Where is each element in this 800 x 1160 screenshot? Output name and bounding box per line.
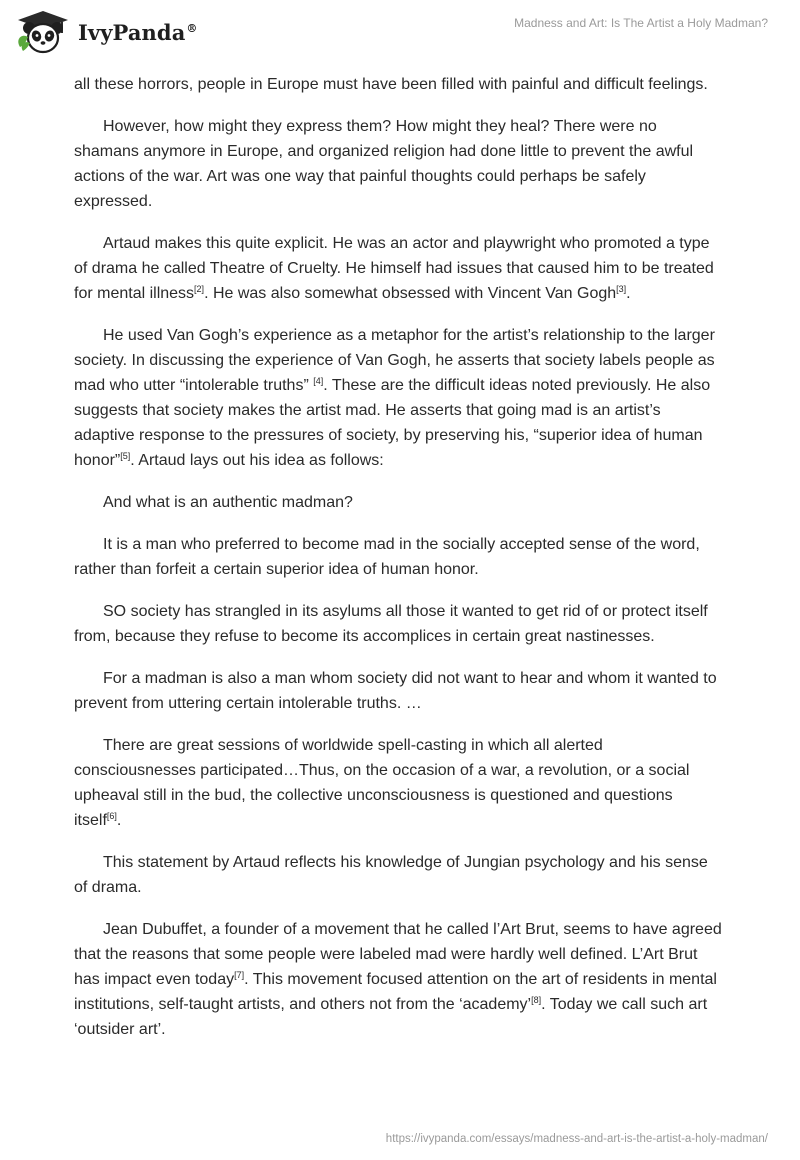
paragraph-text: For a madman is also a man whom society did not want to hear and whom it wanted to prevent from uttering certain intolerable truths. … xyxy=(74,670,717,712)
paragraph-text: He used Van Gogh’s experience as a metaphor for the artist’s relationship to the larger society. In discussing the experience of Van Gogh, he asserts that society labels people as mad who utter “intolerable truths” xyxy=(74,327,715,394)
body-paragraph xyxy=(74,114,724,214)
body-paragraph xyxy=(74,850,724,900)
body-paragraph xyxy=(74,917,724,1042)
body-paragraph xyxy=(74,72,724,97)
paragraph-text: . xyxy=(116,812,122,829)
body-paragraph xyxy=(74,231,724,306)
footnote-reference[interactable]: [6] xyxy=(106,811,117,821)
paragraph-text: SO society has strangled in its asylums all those it wanted to get rid of or protect itself from, because they refuse to become its accomplices in certain great nastinesses. xyxy=(74,603,708,645)
paragraph-text: It is a man who preferred to become mad in the socially accepted sense of the word, rather than forfeit a certain superior idea of human honor. xyxy=(74,536,700,578)
source-url[interactable]: https://ivypanda.com/essays/madness-and-art-is-the-artist-a-holy-madman/ xyxy=(385,1133,768,1145)
footnote-reference[interactable]: [8] xyxy=(531,995,542,1005)
paragraph-text: . This movement focused attention on the art of residents in mental institutions, self-taught artists, and others not from the ‘academy’ xyxy=(74,971,717,1013)
essay-body xyxy=(74,72,724,1059)
body-paragraph xyxy=(74,323,724,473)
paragraph-text: all these horrors, people in Europe must have been filled with painful and difficult feelings. xyxy=(74,76,708,93)
body-paragraph xyxy=(74,733,724,833)
page-header xyxy=(0,0,800,64)
body-paragraph xyxy=(74,599,724,649)
document-title: Madness and Art: Is The Artist a Holy Madman? xyxy=(514,16,768,30)
paragraph-text: And what is an authentic madman? xyxy=(103,494,353,511)
paragraph-text: . He was also somewhat obsessed with Vincent Van Gogh xyxy=(204,285,617,302)
footnote-reference[interactable]: [7] xyxy=(234,970,245,980)
paragraph-text: . Artaud lays out his idea as follows: xyxy=(130,452,384,469)
footnote-reference[interactable]: [3] xyxy=(616,284,627,294)
body-paragraph xyxy=(74,532,724,582)
paragraph-text: . Today we call such art ‘outsider art’. xyxy=(74,996,708,1038)
paragraph-text: . xyxy=(626,285,631,302)
footnote-reference[interactable]: [2] xyxy=(194,284,205,294)
paragraph-text: Artaud makes this quite explicit. He was an actor and playwright who promoted a type of drama he called Theatre of Cruelty. He himself had issues that caused him to be treated for mental illness xyxy=(74,235,714,302)
paragraph-text: However, how might they express them? How might they heal? There were no shamans anymore in Europe, and organized religion had done little to prevent the awful actions of the war. Art was one way that painful thoughts could perhaps be safely expressed. xyxy=(74,118,694,210)
body-paragraph xyxy=(74,666,724,716)
registered-mark: ® xyxy=(186,21,198,35)
brand-logo[interactable] xyxy=(14,8,198,56)
footnote-reference[interactable]: [5] xyxy=(120,451,131,461)
brand-name: IvyPanda® xyxy=(78,19,198,45)
paragraph-text: There are great sessions of worldwide spell-casting in which all alerted consciousnesses participated…Thus, on the occasion of a war, a revolution, or a social upheaval still in the bud, the collective unconsciousness is questioned and questions itself xyxy=(74,737,690,829)
body-paragraph xyxy=(74,490,724,515)
paragraph-text: . These are the difficult ideas noted previously. He also suggests that society makes the artist mad. He asserts that going mad is an artist’s adaptive response to the pressures of society, by preserving his, “superior idea of human honor” xyxy=(74,377,711,469)
paragraph-text: Jean Dubuffet, a founder of a movement that he called l’Art Brut, seems to have agreed that the reasons that some people were labeled mad were hardly well defined. L’Art Brut has impact even today xyxy=(74,921,722,988)
paragraph-text: This statement by Artaud reflects his knowledge of Jungian psychology and his sense of drama. xyxy=(74,854,708,896)
panda-logo-icon xyxy=(14,9,72,55)
footnote-reference[interactable]: [4] xyxy=(313,376,324,386)
